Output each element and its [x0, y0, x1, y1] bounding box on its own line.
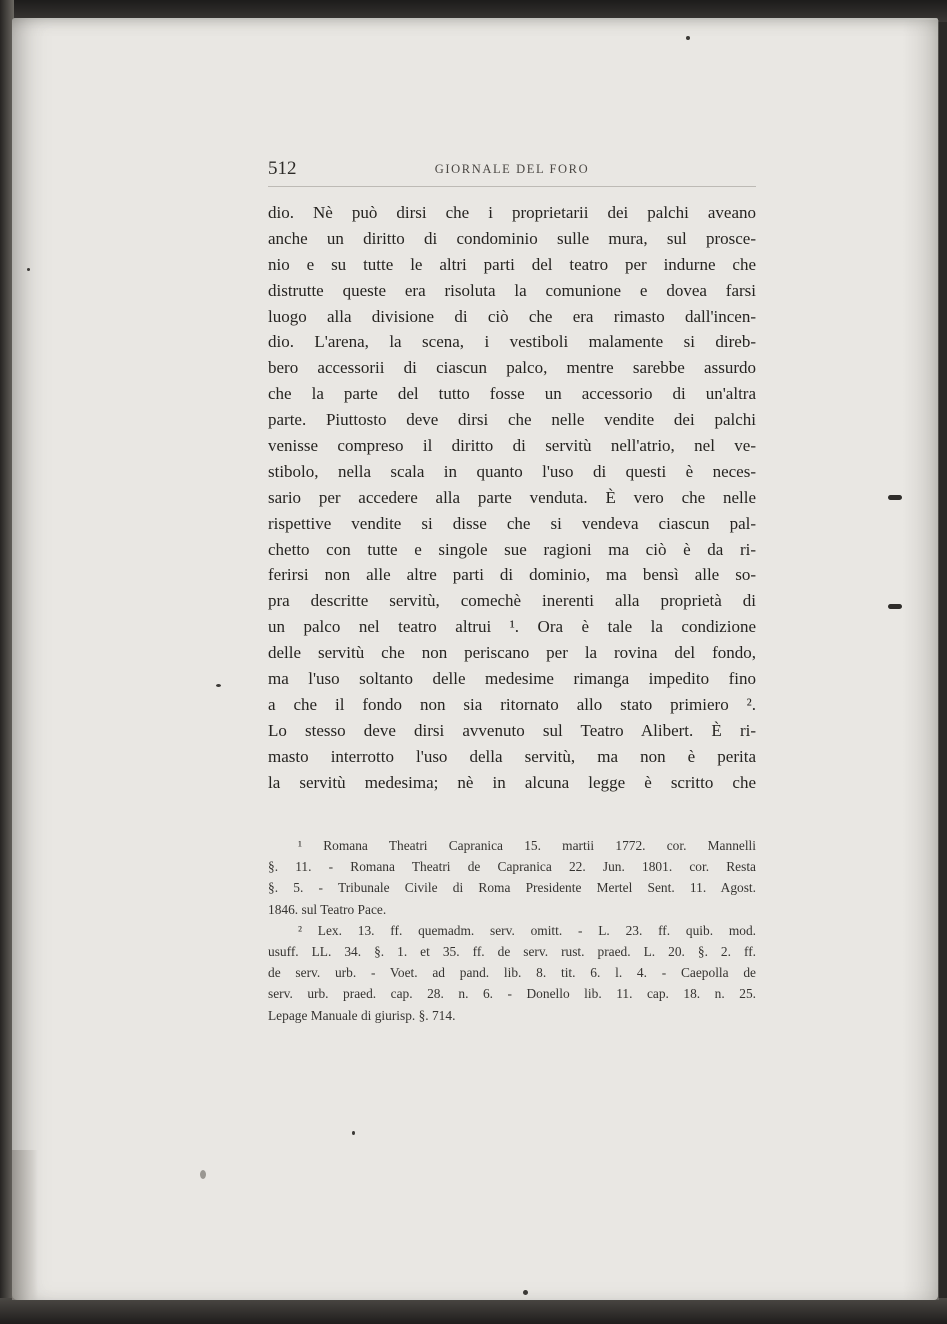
margin-mark	[888, 604, 902, 609]
body-line: dio. L'arena, la scena, i vestiboli malamente si direb-	[268, 332, 756, 352]
body-line: masto interrotto l'uso della servitù, ma non è perita	[268, 746, 756, 766]
footnotes	[268, 835, 756, 1026]
footnote-line: de serv. urb. - Voet. ad pand. lib. 8. tit. 6. l. 4. - Caepolla de	[268, 965, 756, 981]
scan-speck	[200, 1170, 206, 1179]
scan-speck	[216, 684, 221, 687]
footnote-line: §. 5. - Tribunale Civile di Roma Presidente Mertel Sent. 11. Agost.	[268, 880, 756, 896]
running-head: GIORNALE DEL FORO	[434, 162, 590, 176]
scan-speck	[352, 1131, 355, 1135]
body-line: un palco nel teatro altrui ¹. Ora è tale la condizione	[268, 617, 756, 637]
body-line: stibolo, nella scala in quanto l'uso di questi è neces-	[268, 461, 756, 481]
footnote-line: usuff. LL. 34. §. 1. et 35. ff. de serv. rust. praed. L. 20. §. 2. ff.	[268, 943, 756, 959]
body-line: dio. Nè può dirsi che i proprietarii dei palchi aveano	[268, 203, 756, 222]
body-line: parte. Piuttosto deve dirsi che nelle vendite dei palchi	[268, 410, 756, 430]
scan-speck	[686, 36, 690, 40]
body-line: pra descritte servitù, comechè inerenti alla proprietà di	[268, 591, 756, 611]
body-line: anche un diritto di condominio sulle mura, sul prosce-	[268, 228, 756, 248]
body-line: che la parte del tutto fosse un accessorio di un'altra	[268, 384, 756, 404]
footnote-line: ² Lex. 13. ff. quemadm. serv. omitt. - L. 23. ff. quib. mod.	[298, 922, 756, 938]
footnote-line: Lepage Manuale di giurisp. §. 714.	[268, 1007, 456, 1023]
page-edge-shadow	[903, 20, 939, 1300]
body-line: ma l'uso soltanto delle medesime rimanga impedito fino	[268, 669, 756, 689]
footnote-line: serv. urb. praed. cap. 28. n. 6. - Donello lib. 11. cap. 18. n. 25.	[268, 986, 756, 1002]
body-line: sario per accedere alla parte venduta. È vero che nelle	[268, 487, 756, 507]
page-header	[268, 158, 756, 187]
footnote-line: 1846. sul Teatro Pace.	[268, 901, 387, 917]
body-line: Lo stesso deve dirsi avvenuto sul Teatro Alibert. È ri-	[268, 720, 756, 740]
margin-mark	[888, 495, 902, 500]
scan-speck	[523, 1290, 528, 1295]
body-line: venisse compreso il diritto di servitù nell'atrio, nel ve-	[268, 436, 756, 456]
scan-border-bottom	[0, 1298, 947, 1324]
body-line: bero accessorii di ciascun palco, mentre sarebbe assurdo	[268, 358, 756, 378]
body-line: nio e su tutte le altri parti del teatro per indurne che	[268, 254, 756, 274]
body-line: rispettive vendite si disse che si vendeva ciascun pal-	[268, 513, 756, 533]
footnote-line: ¹ Romana Theatri Capranica 15. martii 1772. cor. Mannelli	[298, 838, 756, 853]
body-line: ferirsi non alle altre parti di dominio, ma bensì alle so-	[268, 565, 756, 585]
body-line: luogo alla divisione di ciò che era rimasto dall'incen-	[268, 306, 756, 326]
scan-speck	[27, 268, 30, 271]
body-line: a che il fondo non sia ritornato allo stato primiero ².	[268, 694, 756, 714]
page-fold-shadow	[12, 1150, 38, 1300]
body-line: distrutte queste era risoluta la comunione e dovea farsi	[268, 280, 756, 300]
footnote-line: §. 11. - Romana Theatri de Capranica 22. Jun. 1801. cor. Resta	[268, 859, 756, 875]
body-text	[268, 200, 756, 795]
body-line: chetto con tutte e singole sue ragioni ma ciò è da ri-	[268, 539, 756, 559]
body-line: delle servitù che non periscano per la rovina del fondo,	[268, 643, 756, 663]
body-line: la servitù medesima; nè in alcuna legge è scritto che	[268, 772, 756, 792]
page-number: 512	[268, 158, 297, 179]
